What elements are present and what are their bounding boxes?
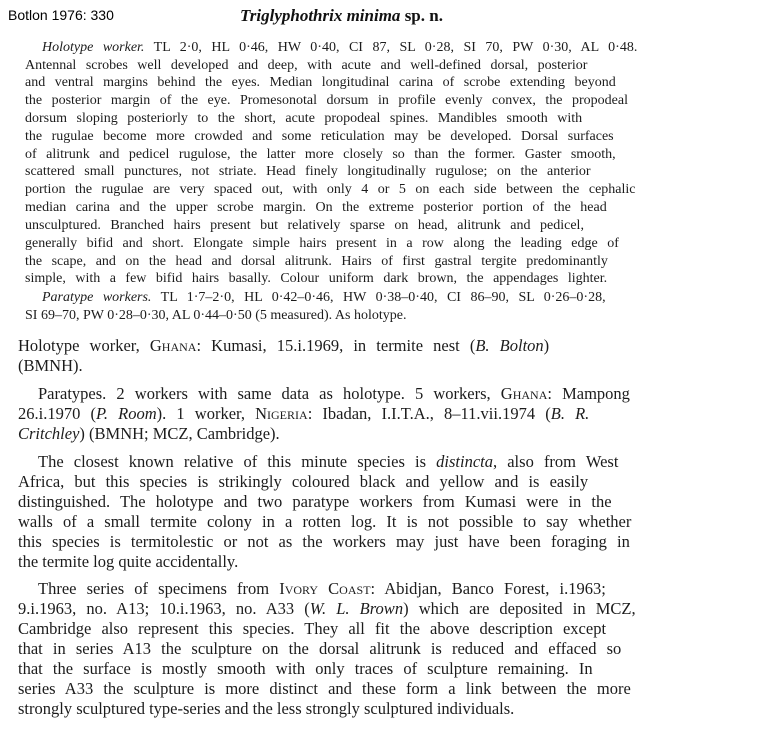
small-caps-text: Nigeria <box>255 404 308 423</box>
text-line <box>25 308 406 324</box>
text-line <box>38 579 606 599</box>
text-segment: the posterior margin of the eye. Promesonotal dorsum in profile evenly convex, the propodeal <box>25 93 628 108</box>
small-caps-text: Ghana <box>500 384 548 403</box>
text-line <box>18 424 280 444</box>
italic-text: Critchley <box>18 424 80 443</box>
text-line <box>18 492 612 512</box>
text-segment: (BMNH). <box>18 356 83 375</box>
text-segment: portion the rugulae are very spaced out, with only 4 or 5 on each side between the cephalic <box>25 182 636 197</box>
text-line <box>18 552 238 572</box>
text-line <box>25 164 591 180</box>
species-title <box>240 6 443 26</box>
species-name: Triglyphothrix minima <box>240 6 401 25</box>
text-line <box>25 218 584 234</box>
text-line <box>42 40 637 56</box>
small-caps-text: Ghana <box>149 336 197 355</box>
species-suffix: sp. n. <box>400 6 443 25</box>
text-segment: : Mampong <box>547 384 630 403</box>
text-line <box>18 619 606 639</box>
text-segment: Antennal scrobes well developed and deep, with acute and well-defined dorsal, posterior <box>25 58 588 73</box>
text-segment: TL 2·0, HL 0·46, HW 0·40, CI 87, SL 0·28, SI 70, PW 0·30, AL 0·48. <box>144 40 638 55</box>
text-segment: walls of a small termite colony in a rotten log. It is not possible to say whether <box>18 512 632 531</box>
text-segment: of alitrunk and pedicel rugulose, the latter more closely so than the former. Gaster smooth, <box>25 147 616 162</box>
text-segment: generally bifid and short. Elongate simple hairs present in a row along the leading edge of <box>25 236 619 251</box>
text-segment: : Kumasi, 15.i.1969, in termite nest ( <box>196 336 476 355</box>
text-segment: series A33 the sculpture is more distinct and these form a link between the more <box>18 679 631 698</box>
text-segment: and ventral margins behind the eyes. Median longitudinal carina of scrobe extending beyond <box>25 75 616 90</box>
text-segment: distinguished. The holotype and two paratype workers from Kumasi were in the <box>18 492 612 511</box>
text-segment: Africa, but this species is strikingly coloured black and yellow and is easily <box>18 472 589 491</box>
text-segment: unsculptured. Branched hairs present but relatively sparse on head, alitrunk and pedicel, <box>25 218 584 233</box>
text-line <box>38 384 630 404</box>
text-line <box>18 336 549 356</box>
text-segment: Holotype worker, <box>18 336 150 355</box>
text-line <box>25 129 614 145</box>
text-segment: simple, with a few bifid hairs basally. Colour uniform dark brown, the appendages lighter. <box>25 271 608 286</box>
text-line <box>18 356 83 376</box>
text-segment: ) which are deposited in MCZ, <box>403 599 636 618</box>
text-line <box>25 93 628 109</box>
text-segment: that in series A13 the sculpture on the dorsal alitrunk is reduced and effaced so <box>18 639 622 658</box>
italic-text: W. L. Brown <box>309 599 404 618</box>
text-segment: the scape, and on the head and dorsal alitrunk. Hairs of first gastral tergite predominantly <box>25 254 608 269</box>
text-line <box>25 58 587 74</box>
text-line <box>18 639 621 659</box>
text-line <box>38 452 618 472</box>
text-line <box>25 271 607 287</box>
text-line <box>25 111 582 127</box>
text-segment: dorsum sloping posteriorly to the short, acute propodeal spines. Mandibles smooth with <box>25 111 583 126</box>
citation-label: Botlon 1976: 330 <box>8 7 114 23</box>
text-line <box>25 147 616 163</box>
text-segment: this species is termitolestic or not as the workers may just have been foraging in <box>18 532 630 551</box>
small-caps-text: Ivory Coast <box>279 579 371 598</box>
text-line <box>42 290 606 306</box>
text-segment: Cambridge also represent this species. They all fit the above description except <box>18 619 607 638</box>
text-line <box>18 679 631 699</box>
text-segment: ) <box>543 336 550 355</box>
text-segment: that the surface is mostly smooth with only traces of sculpture remaining. In <box>18 659 593 678</box>
text-segment: , also from West <box>492 452 619 471</box>
text-line <box>18 512 631 532</box>
italic-text: Holotype worker. <box>42 40 145 55</box>
text-segment: ). 1 worker, <box>156 404 256 423</box>
text-segment: the rugulae become more crowded and some reticulation may be developed. Dorsal surfaces <box>25 129 614 144</box>
text-line <box>18 404 589 424</box>
text-segment: scattered small punctures, not striate. Head finely longitudinally rugulose; on the anterior <box>25 164 591 179</box>
text-segment: the termite log quite accidentally. <box>18 552 239 571</box>
text-segment: 9.i.1963, no. A13; 10.i.1963, no. A33 ( <box>18 599 310 618</box>
text-line <box>18 532 630 552</box>
text-segment: SI 69–70, PW 0·28–0·30, AL 0·44–0·50 (5 measured). As holotype. <box>25 308 407 323</box>
text-segment: The closest known relative of this minute species is <box>38 452 437 471</box>
text-line <box>25 254 608 270</box>
text-segment: median carina and the upper scrobe margin. On the extreme posterior portion of the head <box>25 200 607 215</box>
text-segment: 26.i.1970 ( <box>18 404 96 423</box>
text-segment: : Abidjan, Banco Forest, i.1963; <box>370 579 606 598</box>
text-line <box>18 699 514 719</box>
italic-text: Paratype workers. <box>42 290 152 305</box>
text-segment: TL 1·7–2·0, HL 0·42–0·46, HW 0·38–0·40, CI 86–90, SL 0·26–0·28, <box>151 290 606 305</box>
text-segment: Three series of specimens from <box>38 579 280 598</box>
italic-text: distincta <box>436 452 493 471</box>
text-segment: : Ibadan, I.I.T.A., 8–11.vii.1974 ( <box>307 404 551 423</box>
text-line <box>25 236 619 252</box>
text-line <box>18 659 593 679</box>
text-line <box>18 599 636 619</box>
italic-text: B. R. <box>550 404 590 423</box>
text-line <box>18 472 588 492</box>
text-segment: strongly sculptured type-series and the less strongly sculptured individuals. <box>18 699 515 718</box>
italic-text: P. Room <box>95 404 157 423</box>
text-segment: Paratypes. 2 workers with same data as holotype. 5 workers, <box>38 384 501 403</box>
text-line <box>25 182 635 198</box>
text-line <box>25 200 607 216</box>
italic-text: B. Bolton <box>475 336 544 355</box>
text-line <box>25 75 616 91</box>
text-segment: ) (BMNH; MCZ, Cambridge). <box>79 424 280 443</box>
